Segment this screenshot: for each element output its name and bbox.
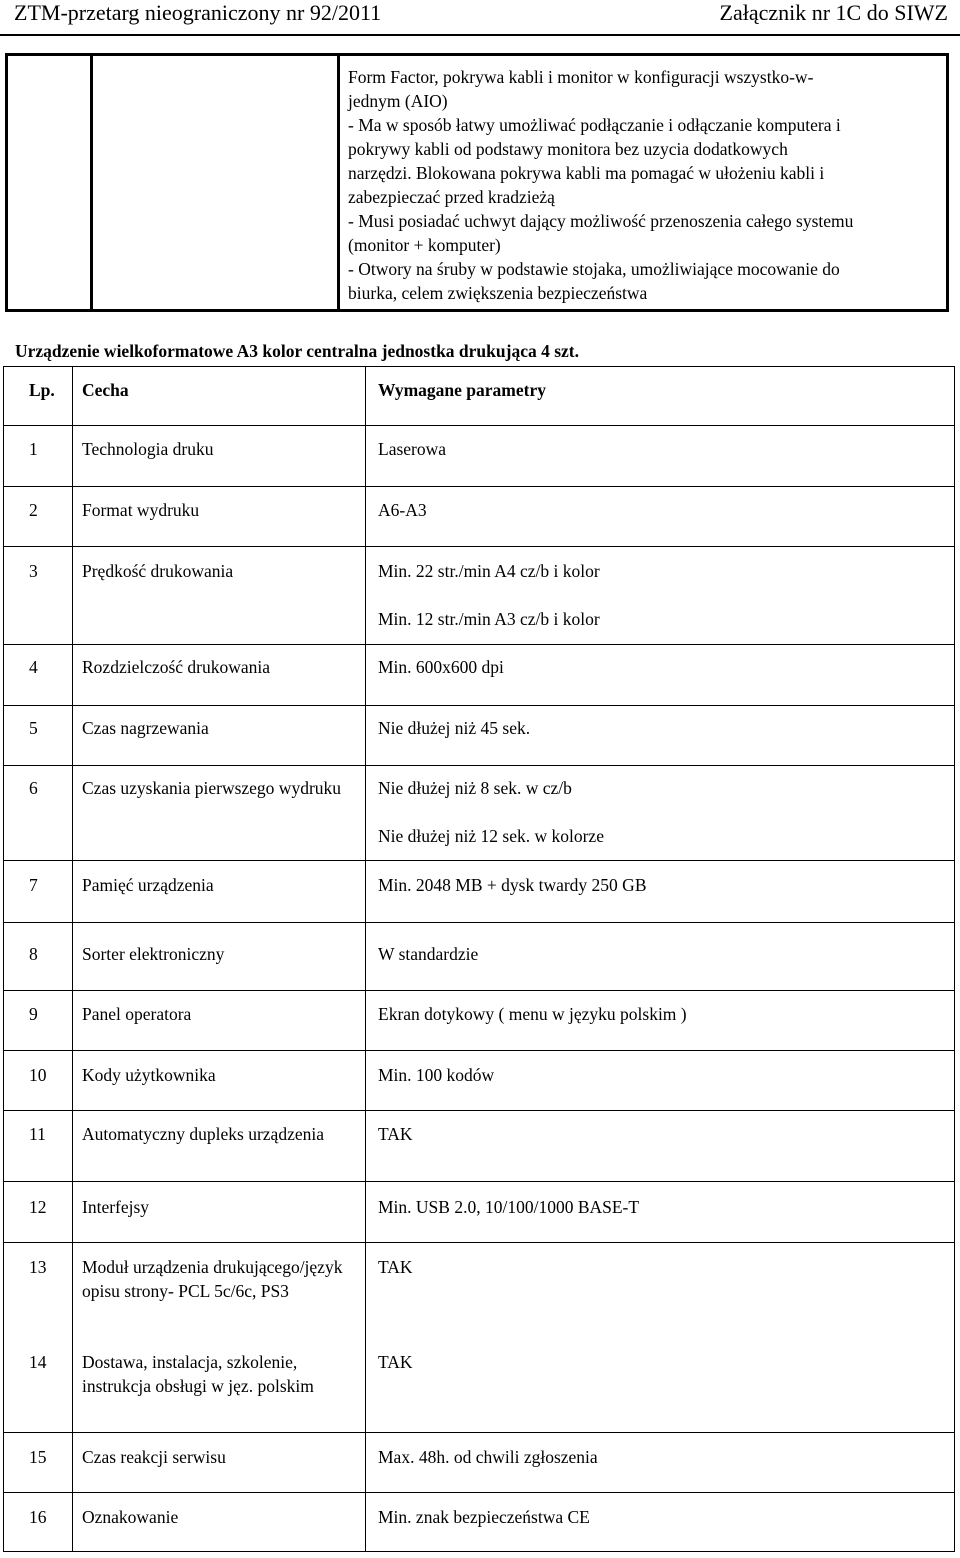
row-feature: Oznakowanie (82, 1507, 179, 1527)
row-number: 16 (29, 1507, 47, 1527)
box-description (348, 65, 943, 305)
row-divider (4, 1242, 954, 1243)
row-value: Min. 12 str./min A3 cz/b i kolor (378, 609, 600, 629)
row-feature: Czas uzyskania pierwszego wydruku (82, 778, 342, 798)
row-value: Min. 600x600 dpi (378, 657, 504, 677)
row-divider (4, 1110, 954, 1111)
row-divider (4, 1050, 954, 1051)
row-feature: Czas nagrzewania (82, 718, 209, 738)
row-divider (4, 1492, 954, 1493)
row-number: 14 (29, 1352, 47, 1372)
row-value: Min. znak bezpieczeństwa CE (378, 1507, 590, 1527)
row-value: Nie dłużej niż 8 sek. w cz/b (378, 778, 572, 798)
row-feature: Kody użytkownika (82, 1065, 216, 1085)
box-text-line: (monitor + komputer) (348, 235, 501, 255)
spec-table (3, 366, 955, 1552)
row-number: 5 (29, 718, 38, 738)
row-feature: Panel operatora (82, 1004, 192, 1024)
row-divider (4, 546, 954, 547)
row-divider (4, 860, 954, 861)
specification-box (5, 53, 949, 312)
box-text-line: biurka, celem zwiększenia bezpieczeństwa (348, 283, 648, 303)
row-value: Max. 48h. od chwili zgłoszenia (378, 1447, 598, 1467)
column-divider (72, 367, 73, 1551)
row-value: Min. USB 2.0, 10/100/1000 BASE-T (378, 1197, 640, 1217)
row-value: Min. 2048 MB + dysk twardy 250 GB (378, 875, 647, 895)
row-value: TAK (378, 1124, 413, 1144)
row-feature: Prędkość drukowania (82, 561, 234, 581)
row-number: 6 (29, 778, 38, 798)
row-divider (4, 425, 954, 426)
box-empty-cell (93, 56, 340, 309)
row-divider (4, 1181, 954, 1182)
row-feature: Format wydruku (82, 500, 200, 520)
row-value: Nie dłużej niż 45 sek. (378, 718, 531, 738)
row-feature: Automatyczny dupleks urządzenia (82, 1124, 324, 1144)
row-divider (4, 990, 954, 991)
row-divider (4, 705, 954, 706)
row-feature: Pamięć urządzenia (82, 875, 214, 895)
row-number: 7 (29, 875, 38, 895)
row-value: Ekran dotykowy ( menu w języku polskim ) (378, 1004, 687, 1024)
row-value: Min. 100 kodów (378, 1065, 495, 1085)
row-divider (4, 486, 954, 487)
box-text-line: - Ma w sposób łatwy umożliwać podłączanie i odłączanie komputera i (348, 115, 841, 135)
section-title: Urządzenie wielkoformatowe A3 kolor centralna jednostka drukująca 4 szt. (15, 341, 579, 361)
row-feature: Interfejsy (82, 1197, 150, 1217)
box-text-line: narzędzi. Blokowana pokrywa kabli ma pomagać w ułożeniu kabli i (348, 163, 825, 183)
row-number: 12 (29, 1197, 47, 1217)
header-left-text: ZTM-przetarg nieograniczony nr 92/2011 (14, 0, 382, 25)
row-number: 1 (29, 439, 38, 459)
row-value: W standardzie (378, 944, 479, 964)
row-number: 9 (29, 1004, 38, 1024)
box-text-line: - Otwory na śruby w podstawie stojaka, umożliwiające mocowanie do (348, 259, 840, 279)
box-empty-cell (8, 56, 93, 309)
column-divider (365, 367, 366, 1551)
row-divider (4, 922, 954, 923)
row-value: Laserowa (378, 439, 447, 459)
header-parametry: Wymagane parametry (378, 380, 546, 400)
box-text-line: zabezpieczać przed kradzieżą (348, 187, 555, 207)
box-text-line: Form Factor, pokrywa kabli i monitor w konfiguracji wszystko-w- (348, 67, 814, 87)
row-number: 2 (29, 500, 38, 520)
row-number: 8 (29, 944, 38, 964)
box-text-line: jednym (AIO) (348, 91, 448, 111)
row-number: 10 (29, 1065, 47, 1085)
header-right-text: Załącznik nr 1C do SIWZ (719, 0, 948, 25)
row-divider (4, 644, 954, 645)
row-value: Nie dłużej niż 12 sek. w kolorze (378, 826, 604, 846)
row-number: 15 (29, 1447, 47, 1467)
header-lp: Lp. (29, 380, 55, 400)
row-feature: Dostawa, instalacja, szkolenie, instrukcja obsługi w jęz. polskim (82, 1352, 314, 1396)
row-number: 4 (29, 657, 38, 677)
row-value: TAK (378, 1257, 413, 1277)
row-number: 13 (29, 1257, 47, 1277)
row-feature: Czas reakcji serwisu (82, 1447, 226, 1467)
header-rule (0, 34, 960, 36)
row-value: A6-A3 (378, 500, 427, 520)
row-feature: Technologia druku (82, 439, 214, 459)
row-value: TAK (378, 1352, 413, 1372)
box-text-line: - Musi posiadać uchwyt dający możliwość przenoszenia całego systemu (348, 211, 854, 231)
row-divider (4, 765, 954, 766)
row-number: 11 (29, 1124, 46, 1144)
row-feature: Rozdzielczość drukowania (82, 657, 271, 677)
box-text-line: pokrywy kabli od podstawy monitora bez uzycia dodatkowych (348, 139, 788, 159)
row-feature: Sorter elektroniczny (82, 944, 225, 964)
row-feature: Moduł urządzenia drukującego/język opisu strony- PCL 5c/6c, PS3 (82, 1257, 343, 1301)
row-divider (4, 1432, 954, 1433)
row-value: Min. 22 str./min A4 cz/b i kolor (378, 561, 600, 581)
header-cecha: Cecha (82, 380, 129, 400)
row-number: 3 (29, 561, 38, 581)
